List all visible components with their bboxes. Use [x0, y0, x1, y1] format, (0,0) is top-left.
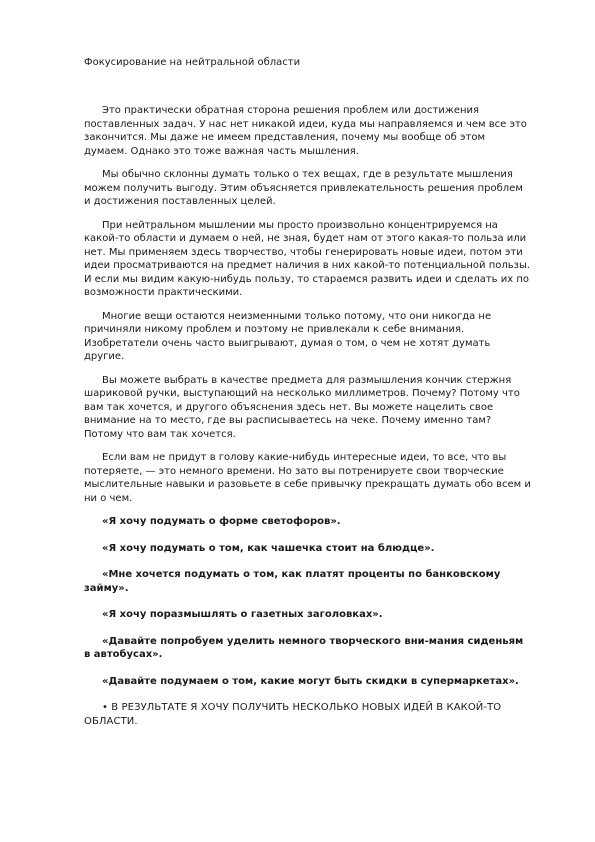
paragraph: Мы обычно склонны думать только о тех вещах, где в результате мышления можем получить выгоду. Этим объясняется привлекательность решения проблем и достижения поставленных целей.: [84, 169, 523, 207]
paragraph: Многие вещи остаются неизменными только потому, что они никогда не причиняли никому проблем и поэтому не привлекали к себе внимания. Изобретатели очень часто выигрывают, думая о том, о чем не хотят думать другие.: [84, 310, 492, 362]
paragraph: Если вам не придут в голову какие-нибудь интересные идеи, то все, что вы потеряете, — это немного времени. Но зато вы потренируете свои творческие мыслительные навыки и разовьете в себе привычку прекращать думать обо всем и ни о чем.: [84, 452, 531, 504]
final-statement: • В РЕЗУЛЬТАТЕ Я ХОЧУ ПОЛУЧИТЬ НЕСКОЛЬКО НОВЫХ ИДЕЙ В КАКОЙ-ТО ОБЛАСТИ.: [84, 702, 502, 727]
document-body: [84, 104, 531, 738]
quote-item: «Мне хочется подумать о том, как платят проценты по банковскому займу».: [84, 569, 501, 594]
page-title: Фокусирование на нейтральной области: [84, 57, 301, 68]
paragraph: Это практически обратная сторона решения проблем или достижения поставленных задач. У нас нет никакой идеи, куда мы направляемся и чем все это закончится. Мы даже не имеем представления, почему мы вообще об этом думаем. Однако это тоже важная часть мышления.: [84, 105, 527, 157]
quote-item: «Я хочу подумать о том, как чашечка стоит на блюдце».: [102, 542, 435, 554]
quote-item: «Давайте попробуем уделить немного творческого вни-мания сиденьям в автобусах».: [84, 635, 524, 660]
quote-item: «Я хочу поразмышлять о газетных заголовках».: [102, 609, 383, 620]
quote-item: «Давайте подумаем о том, какие могут быть скидки в супермаркетах».: [102, 675, 519, 687]
paragraph: При нейтральном мышлении мы просто произвольно концентрируемся на какой-то области и думаем о ней, не зная, будет нам от этого какая-то польза или нет. Мы применяем здесь творчество, чтобы генерировать новые идеи, потом эти идеи просматриваются на предмет наличия в них какой-то потенциальной пользы. И если мы видим какую-нибудь пользу, то стараемся развить идеи и сделать их по возможности практическими.: [84, 219, 531, 298]
paragraph: Вы можете выбрать в качестве предмета для размышления кончик стержня шариковой ручки, выступающий на несколько миллиметров. Почему? Потому что вам так хочется, и другого объяснения здесь нет. Вы можете нацелить свое внимание на то место, где вы расписываетесь на чеке. Почему именно там? Потому что вам так хочется.: [84, 374, 520, 440]
quote-item: «Я хочу подумать о форме светофоров».: [102, 516, 341, 527]
